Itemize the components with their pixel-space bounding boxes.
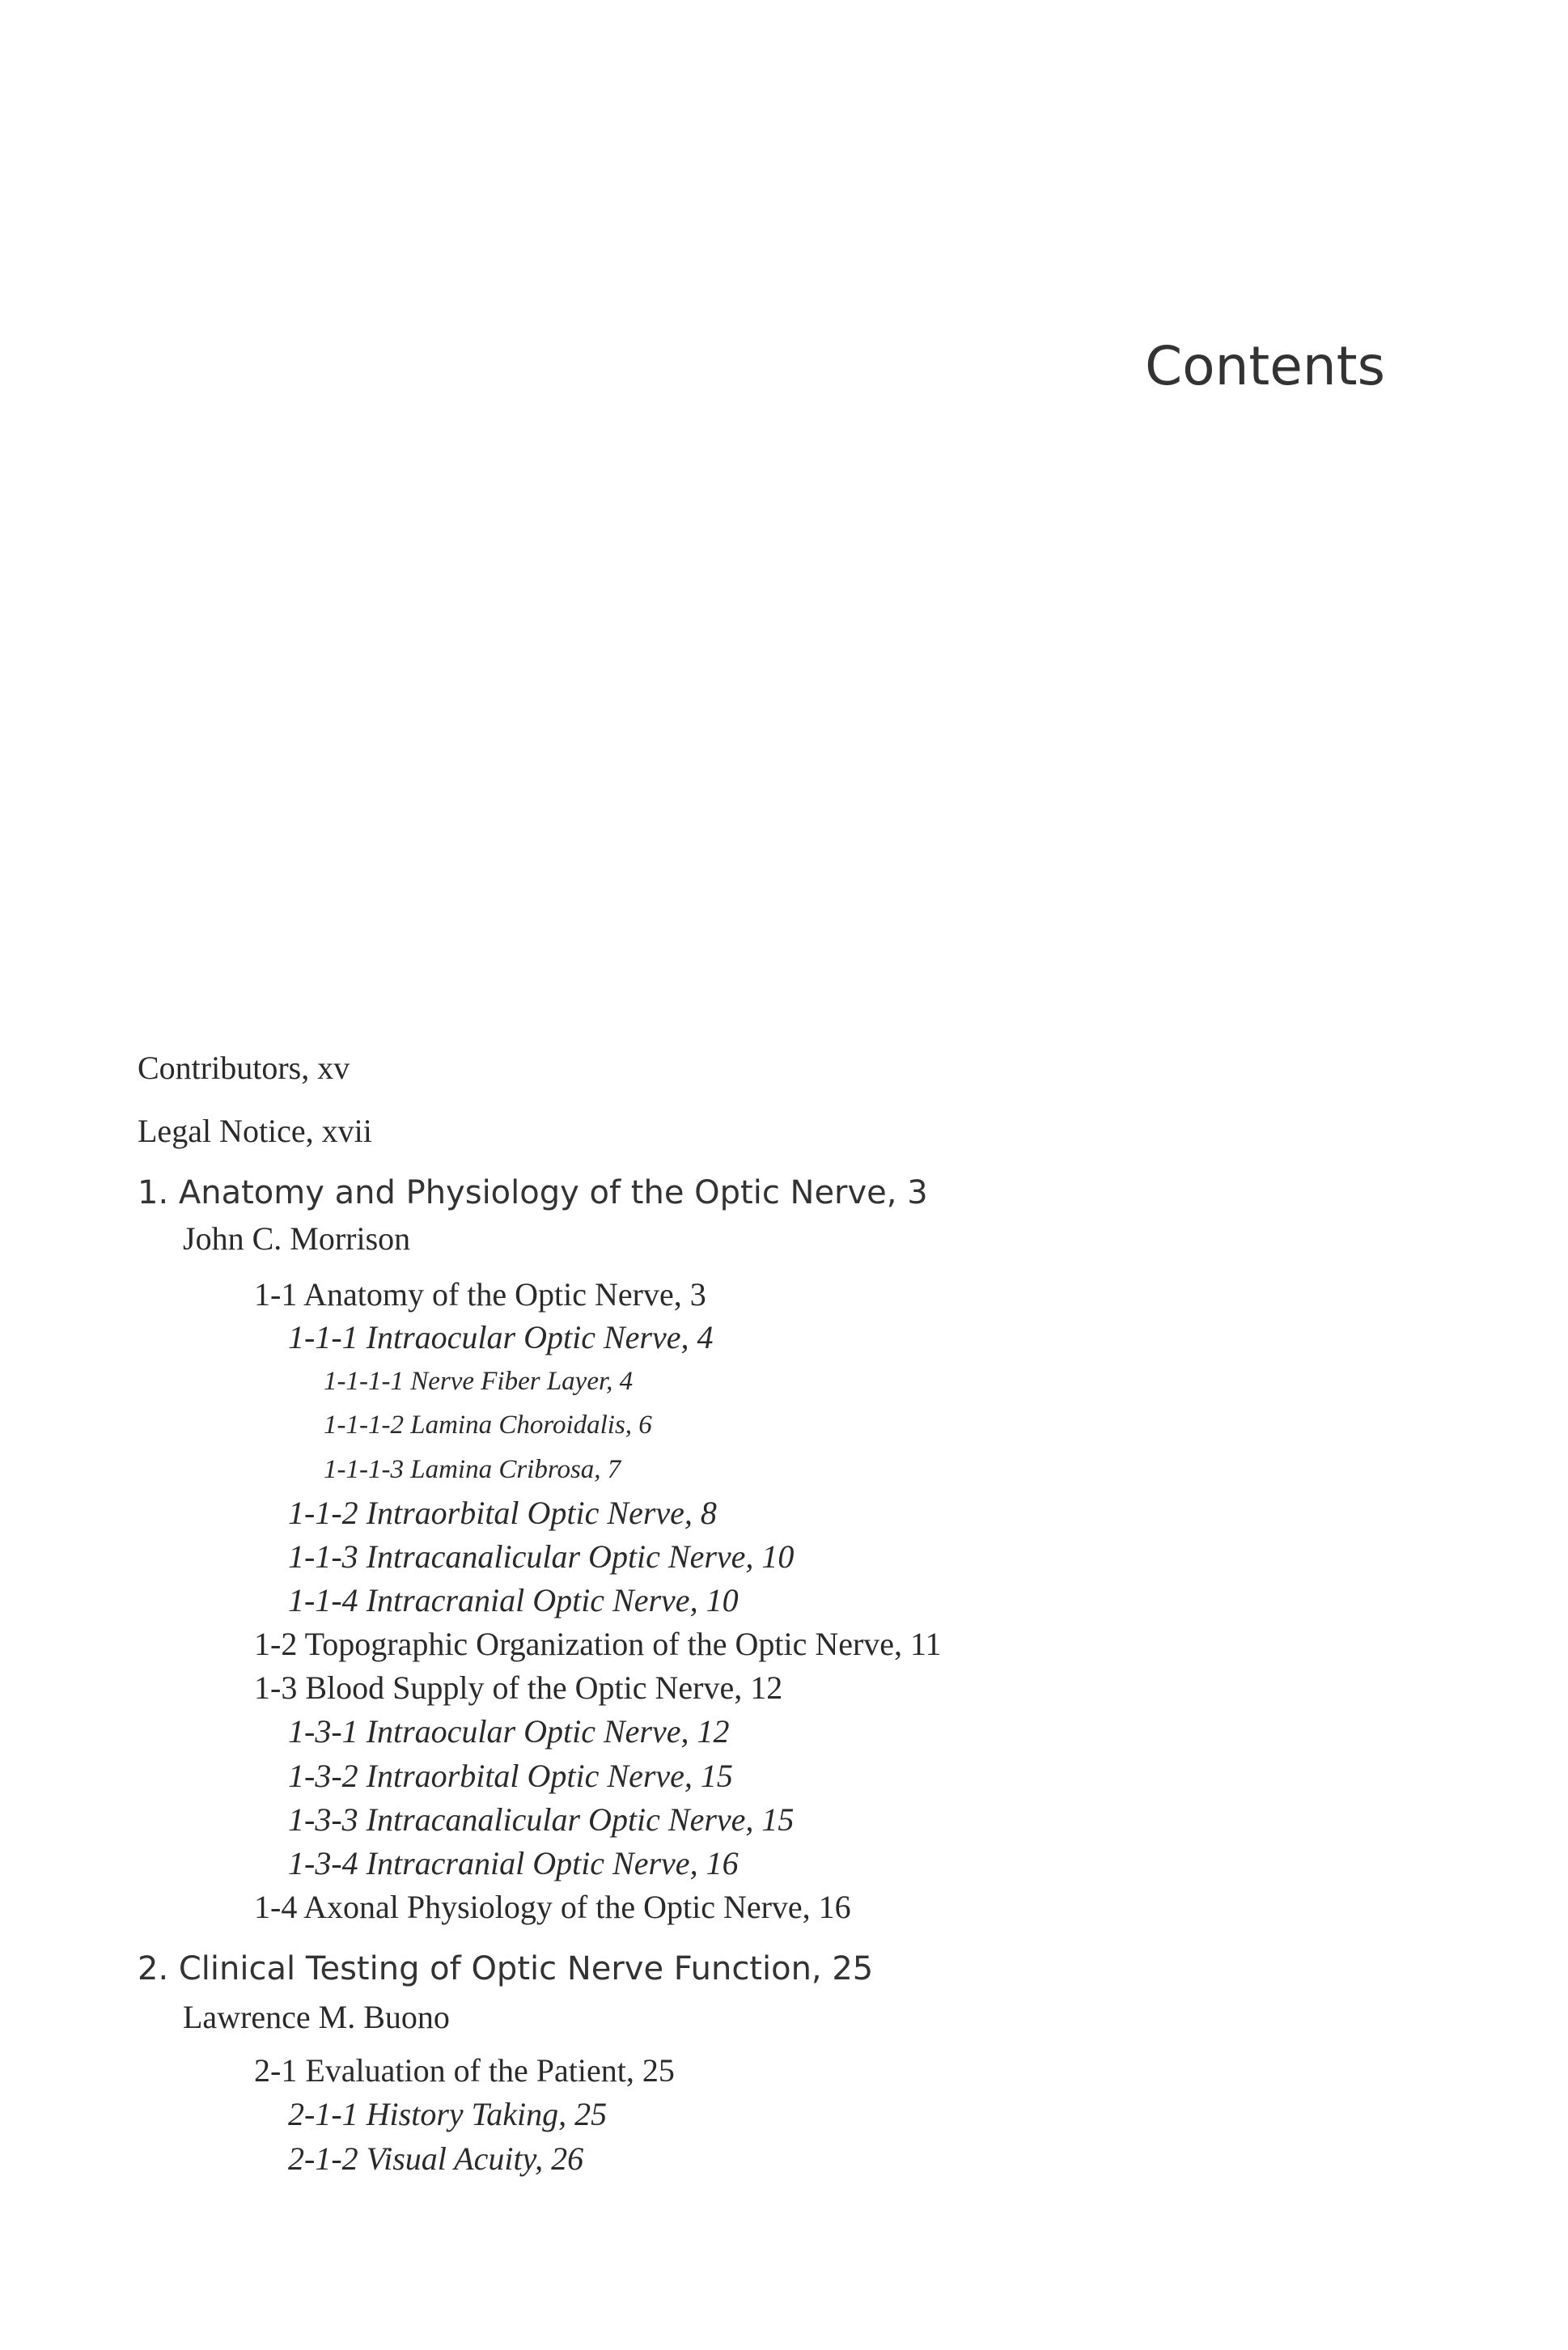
toc-entry: 1-3-2 Intraorbital Optic Nerve, 15 [288, 1758, 733, 1794]
toc-entry-legal-notice: Legal Notice, xvii [138, 1113, 372, 1149]
toc-entry: 1-1-4 Intracranial Optic Nerve, 10 [288, 1582, 739, 1618]
toc-entry: 1-1-1-1 Nerve Fiber Layer, 4 [324, 1367, 634, 1396]
page-title: Contents [1145, 335, 1385, 397]
toc-entry: 1-3 Blood Supply of the Optic Nerve, 12 [254, 1669, 783, 1706]
toc-entry: 2-1-1 History Taking, 25 [288, 2096, 608, 2132]
toc-entry: 1-1 Anatomy of the Optic Nerve, 3 [254, 1276, 706, 1313]
toc-entry: 1-1-1 Intraocular Optic Nerve, 4 [288, 1319, 714, 1355]
toc-entry: 1-4 Axonal Physiology of the Optic Nerve, 16 [254, 1889, 851, 1925]
toc-entry: 1-2 Topographic Organization of the Optic Nerve, 11 [254, 1626, 942, 1662]
chapter-author: John C. Morrison [183, 1220, 411, 1257]
toc-entry: 2-1 Evaluation of the Patient, 25 [254, 2052, 675, 2089]
toc-entry-contributors: Contributors, xv [138, 1050, 350, 1086]
toc-entry: 1-1-3 Intracanalicular Optic Nerve, 10 [288, 1538, 795, 1575]
toc-entry: 1-3-4 Intracranial Optic Nerve, 16 [288, 1845, 739, 1881]
chapter-author: Lawrence M. Buono [183, 1999, 450, 2035]
toc-entry: 1-3-3 Intracanalicular Optic Nerve, 15 [288, 1801, 795, 1838]
toc-entry: 1-1-1-3 Lamina Cribrosa, 7 [324, 1455, 621, 1484]
toc-entry: 1-1-1-2 Lamina Choroidalis, 6 [324, 1410, 652, 1440]
chapter-heading: 2. Clinical Testing of Optic Nerve Function, 25 [138, 1950, 874, 1987]
chapter-heading: 1. Anatomy and Physiology of the Optic Nerve, 3 [138, 1174, 928, 1211]
toc-entry: 1-1-2 Intraorbital Optic Nerve, 8 [288, 1495, 717, 1531]
toc-entry: 2-1-2 Visual Acuity, 26 [288, 2140, 584, 2177]
toc-entry: 1-3-1 Intraocular Optic Nerve, 12 [288, 1713, 730, 1750]
